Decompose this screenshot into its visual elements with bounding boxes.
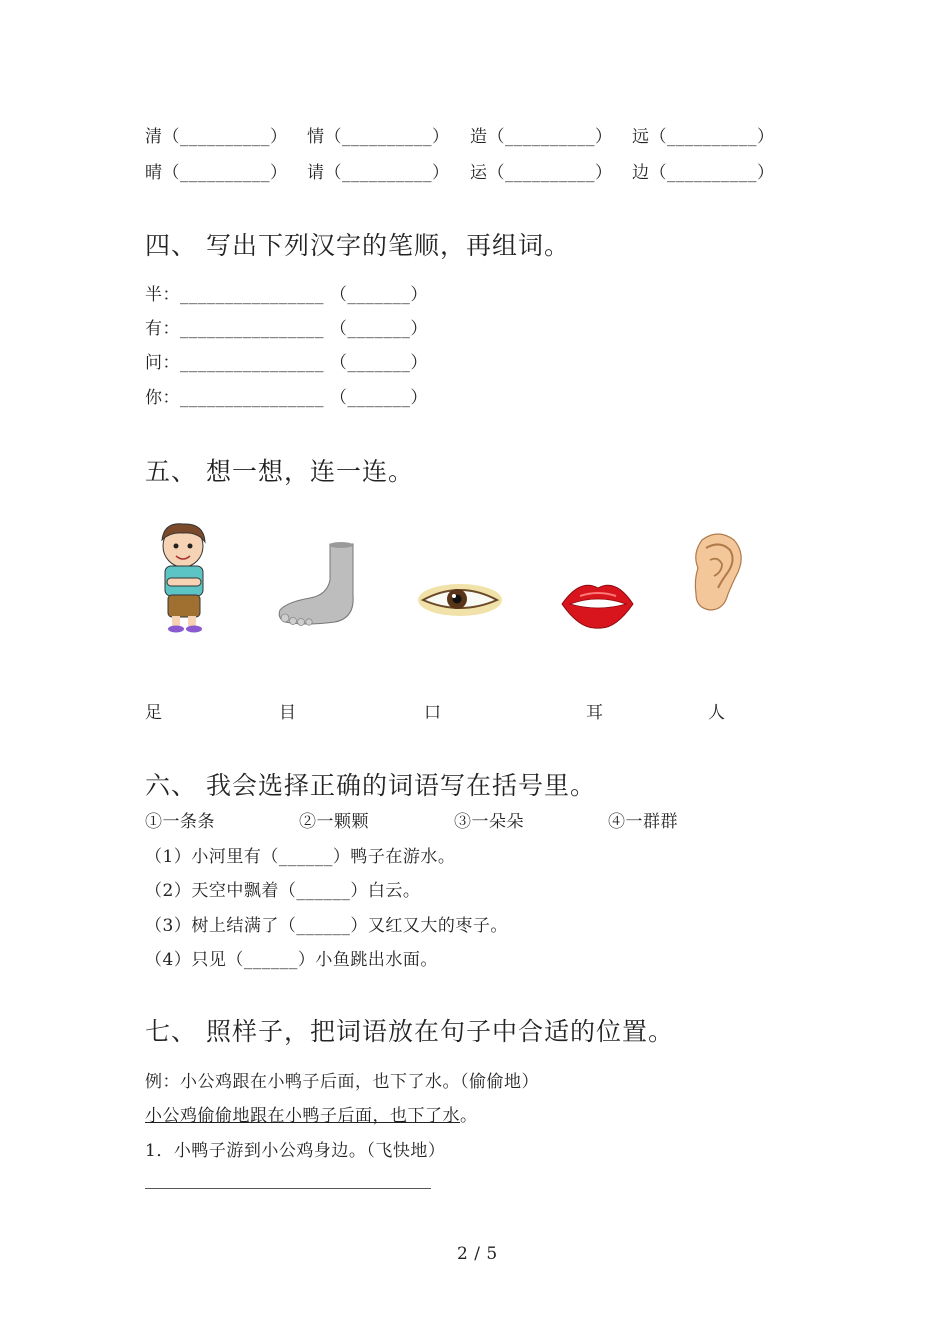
choice-question[interactable]: （3）树上结满了（______）又红又大的枣子。	[145, 916, 508, 936]
choice-question[interactable]: （1）小河里有（______）鸭子在游水。	[145, 847, 456, 867]
stroke-order-item[interactable]: 你：________________ （_______）	[145, 388, 428, 408]
example-sentence: 例：小公鸡跟在小鸭子后面，也下了水。（偷偷地）	[145, 1072, 539, 1092]
option-1: ①一条条	[145, 812, 215, 832]
fill-item[interactable]: 情（__________）	[307, 127, 450, 147]
foot-picture[interactable]	[275, 540, 360, 628]
example-answer-tail: 。	[460, 1106, 478, 1126]
match-word-foot[interactable]: 足	[145, 703, 163, 723]
choice-question[interactable]: （4）只见（______）小鱼跳出水面。	[145, 950, 438, 970]
question-1: 1．小鸭子游到小公鸡身边。（飞快地）	[145, 1141, 446, 1161]
fill-item[interactable]: 请（__________）	[307, 163, 450, 183]
fill-item[interactable]: 晴（__________）	[145, 163, 288, 183]
section6-heading: 六、 我会选择正确的词语写在括号里。	[145, 771, 596, 800]
stroke-order-item[interactable]: 有：________________ （_______）	[145, 319, 428, 339]
answer-line[interactable]	[145, 1188, 431, 1189]
ear-picture[interactable]	[688, 530, 746, 614]
section5-heading: 五、 想一想，连一连。	[145, 457, 414, 486]
fill-item[interactable]: 边（__________）	[632, 163, 775, 183]
option-2: ②一颗颗	[299, 812, 369, 832]
fill-item[interactable]: 造（__________）	[470, 127, 613, 147]
eye-picture[interactable]	[415, 580, 505, 620]
fill-item[interactable]: 清（__________）	[145, 127, 288, 147]
match-word-ear[interactable]: 耳	[586, 703, 604, 723]
section4-heading: 四、 写出下列汉字的笔顺，再组词。	[145, 231, 570, 260]
option-4: ④一群群	[608, 812, 678, 832]
stroke-order-item[interactable]: 半：________________ （_______）	[145, 285, 428, 305]
fill-item[interactable]: 运（__________）	[470, 163, 613, 183]
boy-picture[interactable]	[150, 520, 220, 635]
match-word-person[interactable]: 人	[708, 703, 726, 723]
example-answer	[145, 1101, 478, 1126]
match-word-mouth[interactable]: 口	[424, 703, 442, 723]
stroke-order-item[interactable]: 问：________________ （_______）	[145, 353, 428, 373]
option-3: ③一朵朵	[454, 812, 524, 832]
match-word-eye[interactable]: 目	[279, 703, 297, 723]
mouth-picture[interactable]	[560, 578, 635, 630]
choice-question[interactable]: （2）天空中飘着（______）白云。	[145, 881, 421, 901]
section7-heading: 七、 照样子，把词语放在句子中合适的位置。	[145, 1017, 674, 1046]
example-answer-underlined: 小公鸡偷偷地跟在小鸭子后面，也下了水	[145, 1106, 460, 1126]
fill-item[interactable]: 远（__________）	[632, 127, 775, 147]
page-number: 2 / 5	[457, 1244, 498, 1264]
